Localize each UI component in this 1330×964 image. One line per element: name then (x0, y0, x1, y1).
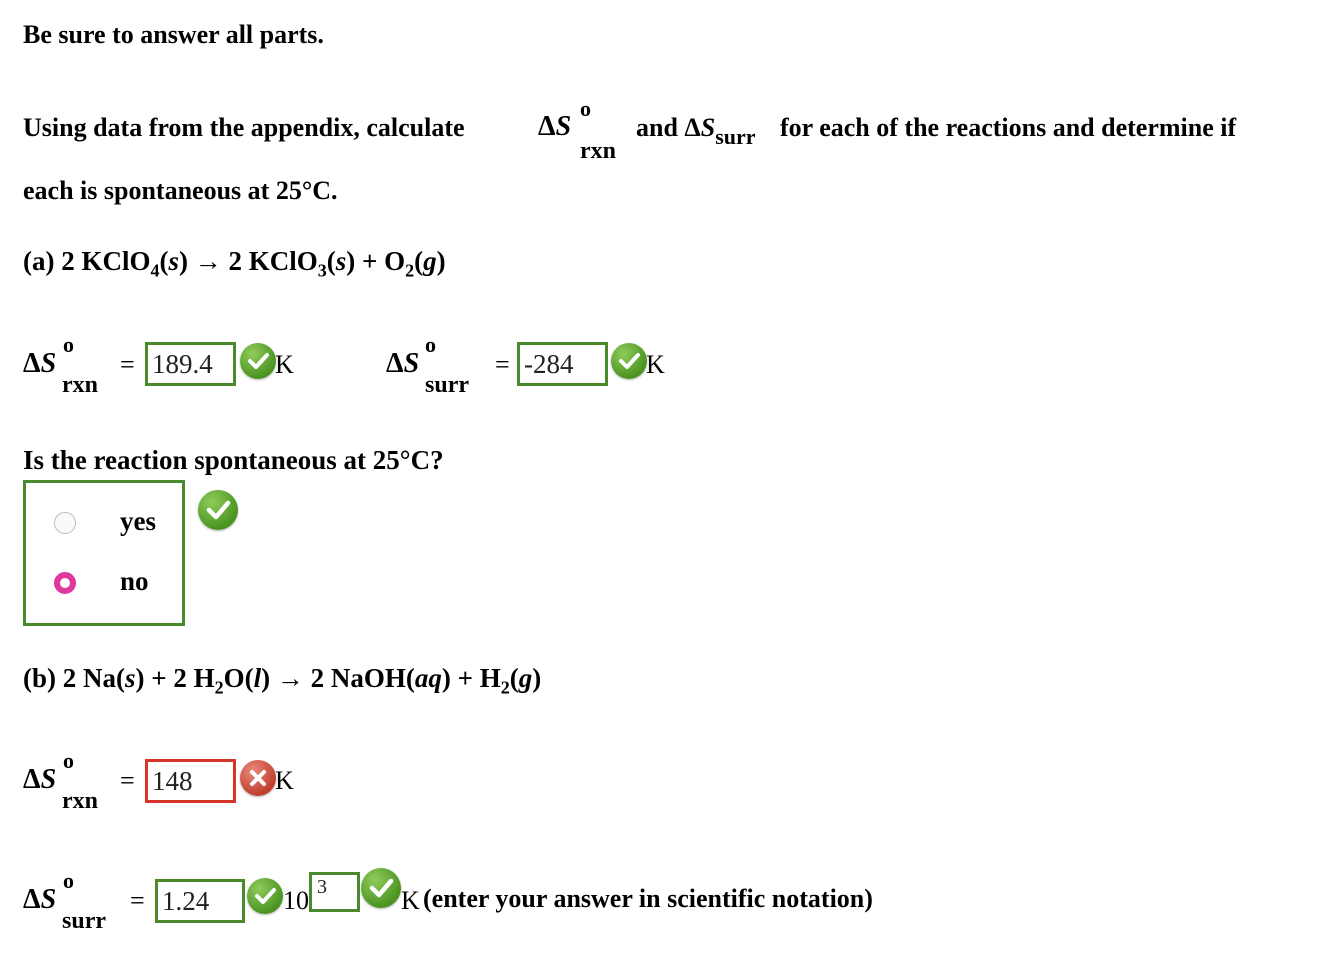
reaction-b: (b) 2 Na(s) + 2 $H_2O(l) \to 2$ NaOH(aq) + $H_2(g)$ (23, 663, 542, 698)
radio-yes-label[interactable]: yes (120, 506, 156, 536)
radio-no-label[interactable]: no (120, 566, 149, 596)
question-line1-c: for each of the reactions and determine if (780, 113, 1237, 142)
b-degree-rxn: o (63, 748, 74, 773)
b-surr-equals: = (130, 886, 145, 915)
b-rxn-cross-icon (240, 760, 276, 796)
delta-s-symbol: ΔS (538, 111, 572, 142)
question-line1-and: and $\Delta S_{surr}$ (636, 113, 756, 149)
reaction-a: (a) 2 KClO$_4$(s) → 2 KClO$_3$(s) + $O_2(g)$ (23, 246, 446, 281)
a-delta-s-surr-symbol: ΔS (386, 348, 420, 379)
b-surr-unit: K (401, 886, 420, 915)
spontaneous-question: Is the reaction spontaneous at 25°C? (23, 445, 444, 475)
rxn-subscript: rxn (580, 138, 616, 164)
spontaneous-check-icon (198, 490, 238, 530)
a-surr-input[interactable]: -284 (517, 342, 608, 386)
question-line1-a: Using data from the appendix, calculate (23, 113, 465, 142)
surr-subscript: surr (715, 124, 756, 149)
b-surr-input[interactable]: 1.24 (155, 879, 245, 923)
a-delta-s-rxn-symbol: ΔS (23, 348, 57, 379)
b-degree-surr: o (63, 868, 74, 893)
question-line2: each is spontaneous at 25°C. (23, 176, 338, 205)
b-surr-check-icon (247, 878, 283, 914)
b-times-ten: 10 (283, 886, 309, 915)
radio-no[interactable] (54, 572, 76, 594)
a-rxn-check-icon (240, 343, 276, 379)
a-rxn-input[interactable]: 189.4 (145, 342, 236, 386)
b-surr-subscript: surr (62, 908, 106, 934)
b-sci-note: (enter your answer in scientific notation) (423, 884, 873, 913)
a-surr-equals: = (495, 350, 510, 379)
instructions: Be sure to answer all parts. (23, 20, 324, 49)
b-rxn-subscript: rxn (62, 788, 98, 814)
a-surr-subscript: surr (425, 372, 469, 398)
b-rxn-unit: K (275, 766, 294, 795)
a-rxn-subscript: rxn (62, 372, 98, 398)
a-rxn-unit: K (275, 350, 294, 379)
a-rxn-equals: = (120, 350, 135, 379)
a-surr-unit: K (646, 350, 665, 379)
b-rxn-equals: = (120, 766, 135, 795)
b-exponent-check-icon (361, 868, 401, 908)
degree-mark: o (580, 96, 591, 121)
a-degree-surr: o (425, 332, 436, 357)
a-surr-check-icon (611, 343, 647, 379)
radio-yes[interactable] (54, 512, 76, 534)
a-degree-rxn: o (63, 332, 74, 357)
b-rxn-input[interactable]: 148 (145, 759, 236, 803)
b-exponent-input[interactable]: 3 (309, 872, 360, 912)
spontaneous-radio-group (23, 480, 185, 626)
b-delta-s-surr-symbol: ΔS (23, 884, 57, 915)
b-delta-s-rxn-symbol: ΔS (23, 764, 57, 795)
